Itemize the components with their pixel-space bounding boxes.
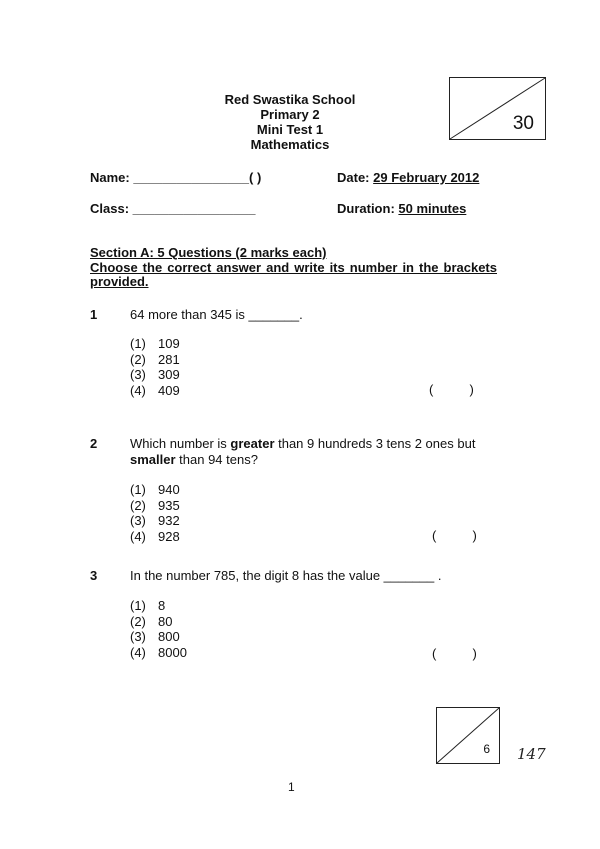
class-field: Class: _________________ [90,201,256,216]
duration-field [337,201,466,216]
option-2: (2) 80 [130,613,173,629]
section-instruction: Choose the correct answer and write its number in the brackets provided. [90,260,497,289]
option-3: (3) 932 [130,513,180,528]
test-name: Mini Test 1 [256,122,324,137]
answer-bracket-2[interactable]: ( ) [432,528,477,543]
school-name: Red Swastika School [224,92,356,107]
subtotal-box-frame [436,707,500,764]
option-1: (1) 940 [130,482,180,497]
duration-label: Duration: [337,201,395,216]
answer-bracket-3[interactable]: ( ) [432,646,477,661]
option-1: (1) 8 [130,598,166,613]
section-title: Section A: 5 Questions (2 marks each) [90,245,327,260]
answer-bracket-1[interactable]: ( ) [429,382,474,397]
subject: Mathematics [250,137,330,152]
name-field: Name: ________________( ) [90,170,262,185]
total-score: 30 [512,113,534,134]
question-3-text: In the number 785, the digit 8 has the value _______ . [130,568,442,583]
date-field [337,170,479,185]
level: Primary 2 [260,107,320,122]
option-2: (2) 935 [130,497,180,513]
question-1-number: 1 [90,307,98,322]
exam-header [190,92,390,152]
question-2-number: 2 [90,436,98,451]
option-1: (1) 109 [130,336,180,351]
question-3-options [130,598,187,660]
subtotal-score: 6 [483,742,490,756]
option-4: (4) 928 [130,528,180,544]
date-label: Date: [337,170,370,185]
question-1-options [130,336,180,398]
question-3-number: 3 [90,568,98,583]
option-4: (4) 409 [130,382,180,398]
date-value: 29 February 2012 [373,170,480,185]
question-1-text: 64 more than 345 is _______. [130,307,303,322]
question-2-options [130,482,180,544]
question-2-text: Which number is greater than 9 hundreds 3 tens 2 ones but smaller than 94 tens? [130,436,476,467]
handwritten-note: 147 [517,745,546,763]
option-2: (2) 281 [130,351,180,367]
option-3: (3) 309 [130,367,180,382]
duration-value: 50 minutes [398,201,467,216]
score-box [449,77,546,140]
option-3: (3) 800 [130,629,180,644]
option-4: (4) 8000 [130,644,187,660]
subtotal-box [436,707,500,764]
page-number: 1 [288,780,295,794]
